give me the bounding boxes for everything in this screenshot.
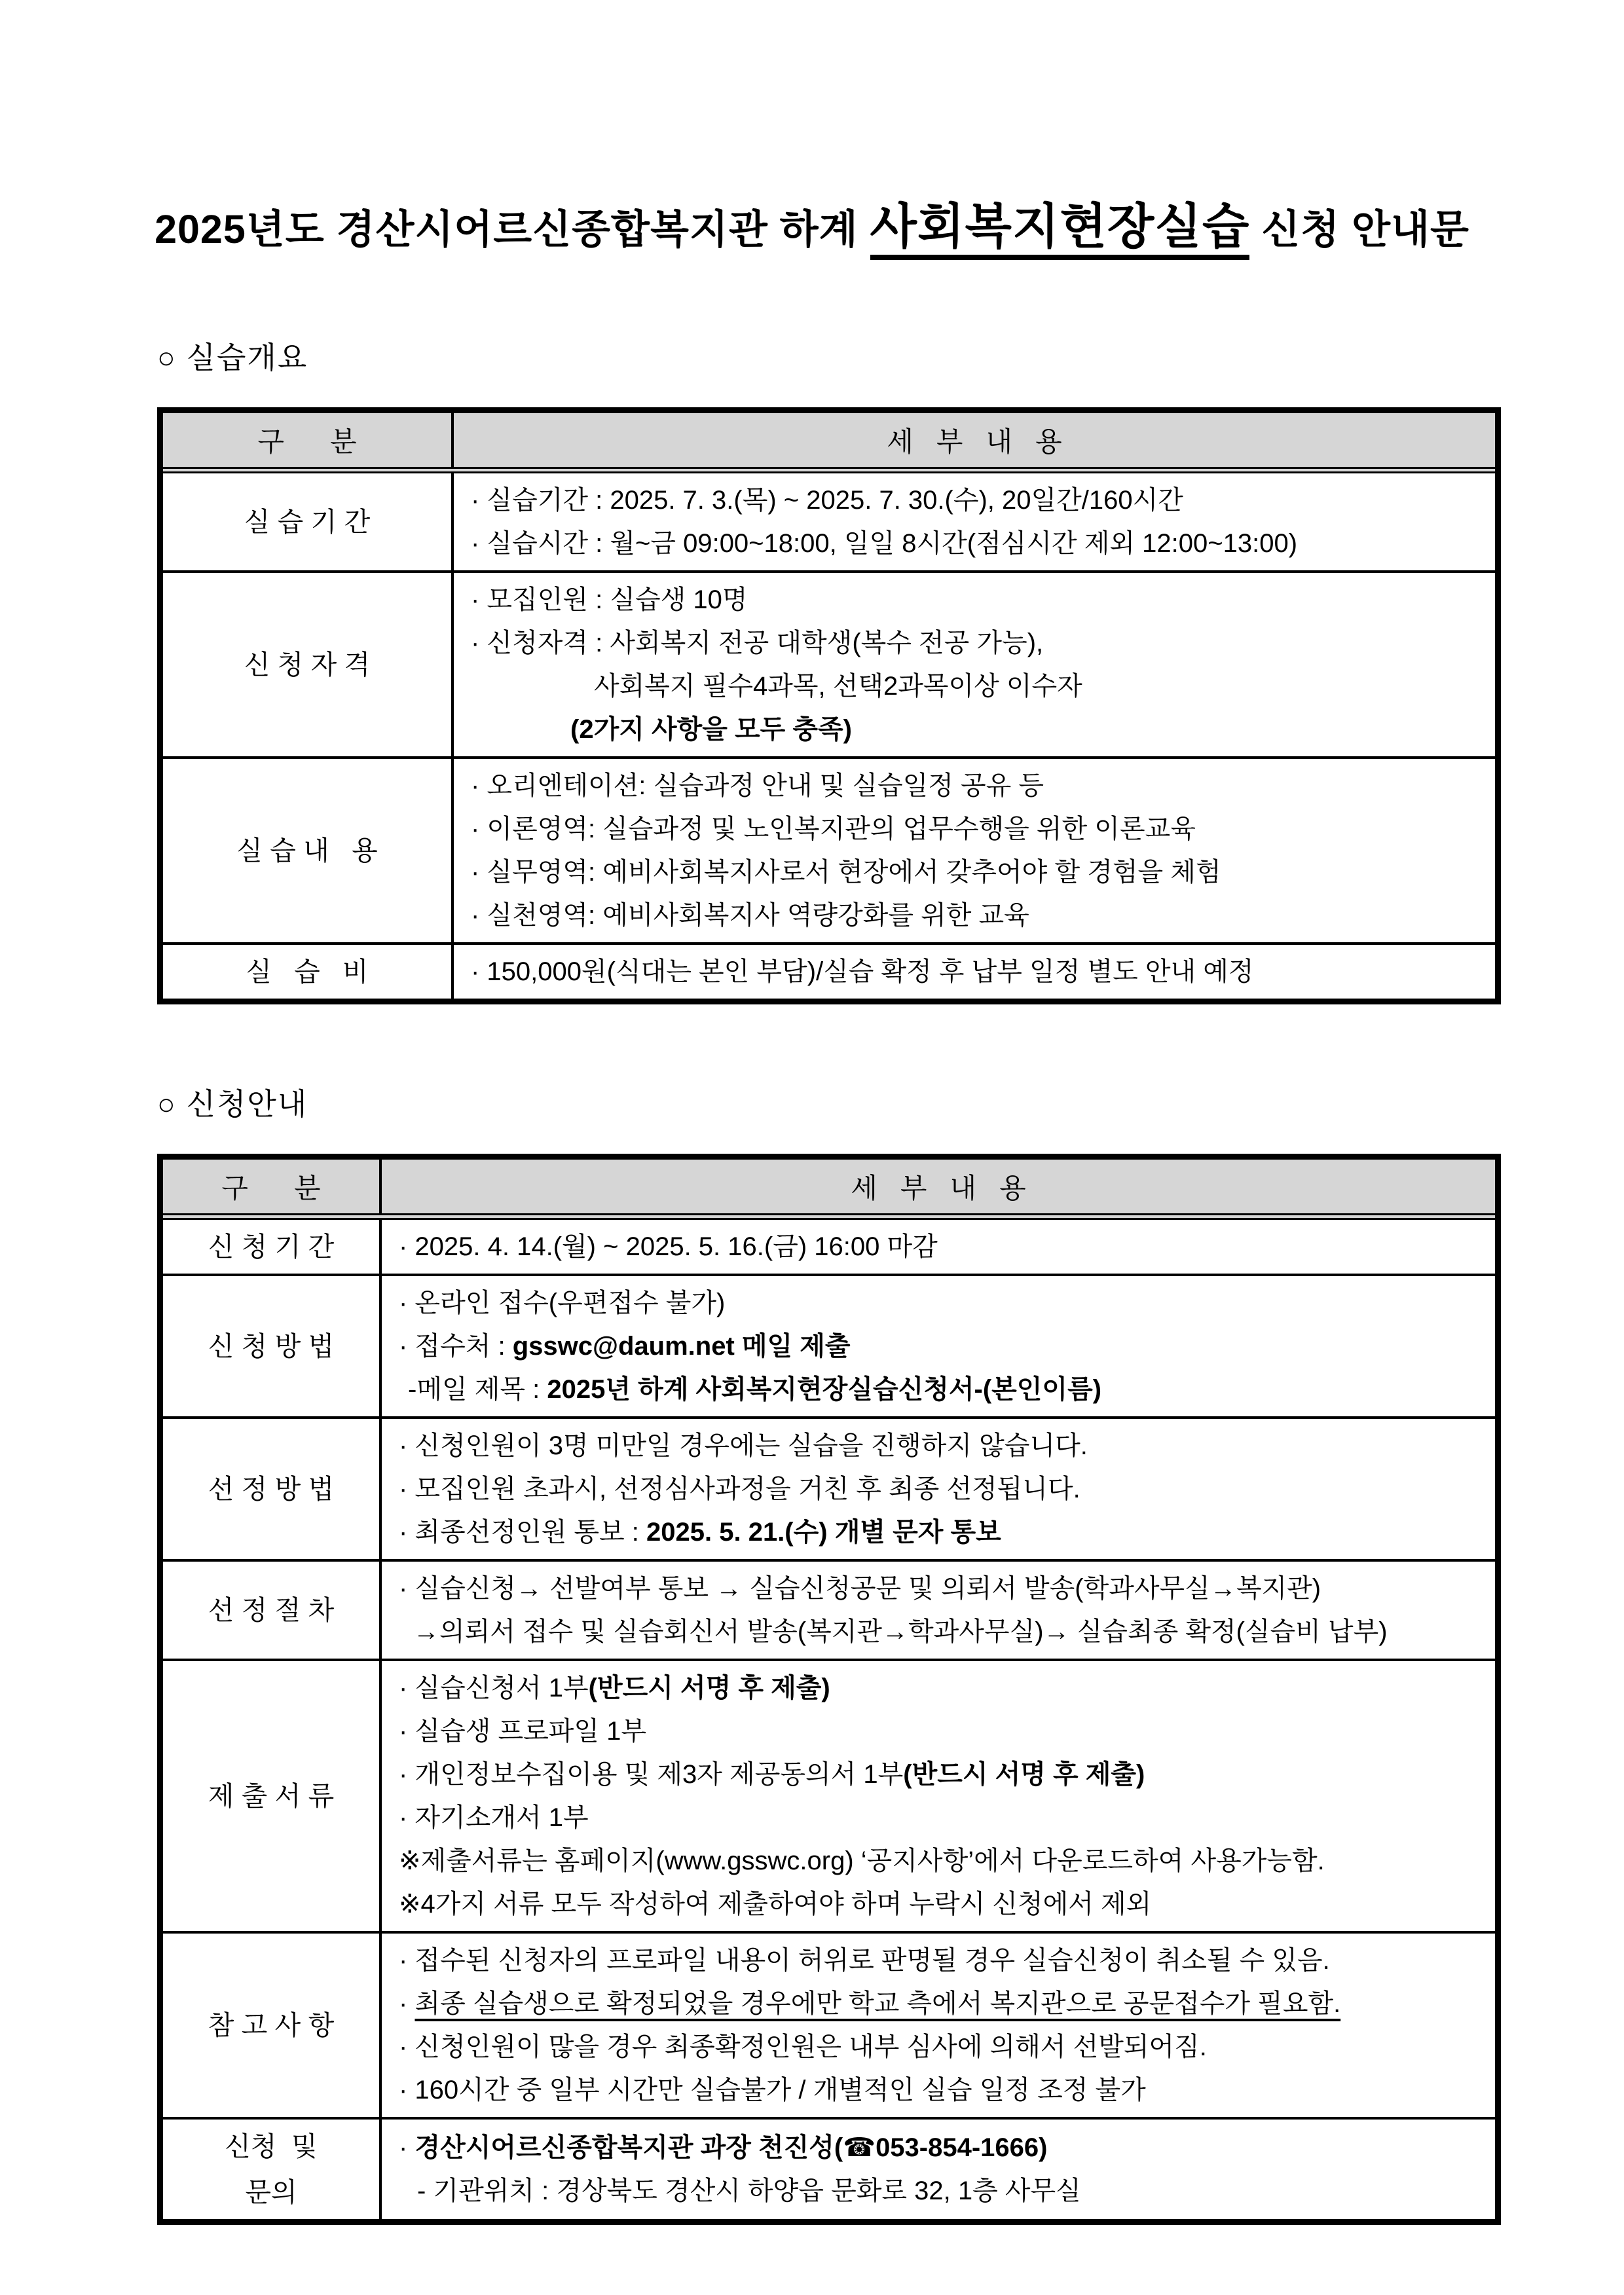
text-run: · 모집인원 : 실습생 10명 — [471, 585, 748, 615]
text-run: -메일 제목 : — [408, 1375, 547, 1405]
text-run: · 신청인원이 3명 미만일 경우에는 실습을 진행하지 않습니다. — [399, 1431, 1088, 1461]
content-line — [471, 578, 1486, 621]
content-line — [399, 2068, 1486, 2112]
content-line — [471, 708, 1486, 751]
content-line — [399, 1467, 1486, 1511]
content-line — [399, 2169, 1486, 2212]
text-run: · 이론영역: 실습과정 및 노인복지관의 업무수행을 위한 이론교육 — [471, 815, 1196, 844]
text-run: 2025년 하계 사회복지현장실습신청서-(본인이름) — [547, 1375, 1102, 1405]
row-label-line: 실 습 내 용 — [236, 835, 378, 866]
content-line — [399, 1796, 1486, 1839]
row-label-line: 신 청 기 간 — [208, 1232, 335, 1262]
row-label — [163, 1276, 382, 1416]
row-label — [163, 1661, 382, 1931]
text-run: · — [399, 1989, 415, 2019]
row-label — [163, 1562, 382, 1659]
row-label-line: 실 습 비 — [246, 957, 369, 987]
header-category: 구 분 — [163, 413, 454, 467]
row-label-line: 참 고 사 항 — [208, 2010, 335, 2041]
text-run: · 자기소개서 1부 — [399, 1803, 589, 1833]
text-run: · 160시간 중 일부 시간만 실습불가 / 개별적인 실습 일정 조정 불가 — [399, 2076, 1146, 2105]
section-heading-application: ○ 신청안내 — [157, 1087, 308, 1122]
content-line — [399, 2025, 1486, 2068]
content-line — [399, 1710, 1486, 1753]
text-run: · 신청인원이 많을 경우 최종확정인원은 내부 심사에 의해서 선발되어짐. — [399, 2032, 1207, 2062]
table-row — [163, 1274, 1495, 1416]
row-label — [163, 473, 454, 570]
row-content — [382, 1661, 1495, 1931]
text-run: · 실습시간 : 월~금 09:00~18:00, 일일 8시간(점심시간 제외 12:00~13:00) — [471, 529, 1298, 559]
row-content — [382, 2120, 1495, 2219]
text-run: (2가지 사항을 모두 충족) — [570, 715, 852, 744]
text-run: · 모집인원 초과시, 선정심사과정을 거친 후 최종 선정됩니다. — [399, 1475, 1080, 1504]
content-line — [399, 1839, 1486, 1882]
row-content — [382, 1276, 1495, 1416]
row-label-line: 신 청 자 격 — [244, 650, 371, 680]
text-run: · 2025. 4. 14.(월) ~ 2025. 5. 16.(금) 16:00 마감 — [399, 1232, 938, 1262]
text-run: · 온라인 접수(우편접수 불가) — [399, 1289, 726, 1318]
content-line — [399, 1325, 1486, 1368]
section-practice-overview — [157, 334, 1501, 1004]
table-row — [163, 1931, 1495, 2117]
text-run: 2025. 5. 21.(수) 개별 문자 통보 — [646, 1518, 1001, 1547]
text-run: · 실무영역: 예비사회복지사로서 현장에서 갖추어야 할 경험을 체험 — [471, 858, 1221, 887]
table-header-row — [163, 413, 1495, 473]
text-run: ※4가지 서류 모두 작성하여 제출하여야 하며 누락시 신청에서 제외 — [399, 1890, 1152, 1919]
row-content — [382, 1220, 1495, 1274]
text-run: 경산시어르신종합복지관 과장 천진성( — [415, 2133, 843, 2163]
content-line — [471, 665, 1486, 708]
row-label — [163, 1220, 382, 1274]
text-run: · 접수처 : — [399, 1332, 513, 1361]
text-run: (반드시 서명 후 제출) — [588, 1674, 830, 1703]
phone-icon: ☎ — [843, 2133, 876, 2163]
row-content — [454, 573, 1495, 756]
content-line — [399, 1666, 1486, 1710]
text-run: · 실습기간 : 2025. 7. 3.(목) ~ 2025. 7. 30.(수), 20일간/160시간 — [471, 486, 1183, 515]
content-line — [471, 851, 1486, 894]
row-label-line: 신청 및 — [225, 2131, 318, 2162]
table-header-row — [163, 1160, 1495, 1220]
text-run: · 실습신청서 1부 — [399, 1674, 589, 1703]
row-content — [454, 759, 1495, 942]
text-run: gsswc@daum.net 메일 제출 — [512, 1332, 851, 1361]
text-run: · 개인정보수집이용 및 제3자 제공동의서 1부 — [399, 1760, 904, 1790]
content-line — [471, 621, 1486, 665]
content-line — [471, 764, 1486, 807]
content-line — [399, 1281, 1486, 1325]
row-content — [382, 1419, 1495, 1559]
table-row — [163, 1559, 1495, 1659]
text-run: 사회복지 필수4과목, 선택2과목이상 이수자 — [594, 672, 1082, 701]
text-run: · 오리엔테이션: 실습과정 안내 및 실습일정 공유 등 — [471, 771, 1044, 801]
row-label — [163, 2120, 382, 2219]
table-row — [163, 756, 1495, 942]
table-row — [163, 2117, 1495, 2219]
row-label-line: 문의 — [245, 2177, 297, 2208]
row-content — [382, 1562, 1495, 1659]
content-line — [399, 1939, 1486, 1982]
content-line — [399, 2126, 1486, 2169]
content-line — [399, 1368, 1486, 1411]
table-row — [163, 1220, 1495, 1274]
table-row — [163, 1659, 1495, 1931]
title-prefix: 2025년도 경산시어르신종합복지관 하계 — [155, 207, 870, 251]
row-label — [163, 573, 454, 756]
text-run: - 기관위치 : 경상북도 경산시 하양읍 문화로 32, 1층 사무실 — [417, 2176, 1081, 2206]
table-row — [163, 1416, 1495, 1559]
title-suffix: 신청 안내문 — [1249, 207, 1469, 251]
header-category: 구 분 — [163, 1160, 382, 1213]
header-details: 세 부 내 용 — [851, 1173, 1026, 1204]
section-application-guide — [157, 1080, 1501, 2225]
text-run: · 실천영역: 예비사회복지사 역량강화를 위한 교육 — [471, 901, 1029, 930]
title-emphasized: 사회복지현장실습 — [870, 199, 1250, 260]
content-line — [399, 1567, 1486, 1610]
text-run: ※제출서류는 홈페이지(www.gsswc.org) ‘공지사항’에서 다운로드하여 사용가능함. — [399, 1846, 1325, 1876]
row-label-line: 제 출 서 류 — [208, 1781, 335, 1812]
row-label-line: 신 청 방 법 — [208, 1331, 335, 1362]
header-details: 세 부 내 용 — [887, 426, 1062, 458]
content-line — [399, 1753, 1486, 1796]
text-run: 최종 실습생으로 확정되었을 경우에만 학교 측에서 복지관으로 공문접수가 필요함. — [415, 1989, 1341, 2019]
content-line — [399, 1610, 1486, 1653]
content-line — [471, 479, 1486, 522]
row-label-line: 실 습 기 간 — [244, 507, 371, 538]
table-row — [163, 942, 1495, 999]
row-label-line: 선 정 방 법 — [208, 1474, 335, 1505]
row-content — [382, 1934, 1495, 2117]
row-content — [454, 945, 1495, 999]
content-line — [399, 1424, 1486, 1467]
row-label — [163, 1419, 382, 1559]
content-line — [399, 1225, 1486, 1268]
text-run: · 접수된 신청자의 프로파일 내용이 허위로 판명될 경우 실습신청이 취소될 수 있음. — [399, 1946, 1330, 1975]
row-label — [163, 759, 454, 942]
content-line — [471, 894, 1486, 937]
text-run: (반드시 서명 후 제출) — [903, 1760, 1145, 1790]
text-run: · 신청자격 : 사회복지 전공 대학생(복수 전공 가능), — [471, 629, 1044, 658]
row-label-line: 선 정 절 차 — [208, 1595, 335, 1626]
row-label — [163, 1934, 382, 2117]
page-title — [79, 195, 1545, 258]
content-line — [399, 1511, 1486, 1554]
text-run: 053-854-1666) — [876, 2133, 1048, 2163]
document-content — [157, 334, 1501, 2225]
text-run: · 최종선정인원 통보 : — [399, 1518, 647, 1547]
text-run: →의뢰서 접수 및 실습회신서 발송(복지관→학과사무실)→ 실습최종 확정(실습비 납부) — [413, 1617, 1388, 1647]
table-row — [163, 473, 1495, 570]
content-line — [471, 522, 1486, 565]
row-label — [163, 945, 454, 999]
text-run: · — [399, 2133, 415, 2163]
text-run: · 실습신청→ 선발여부 통보 → 실습신청공문 및 의뢰서 발송(학과사무실→복지관) — [399, 1574, 1321, 1604]
text-run: · 실습생 프로파일 1부 — [399, 1717, 647, 1746]
row-content — [454, 473, 1495, 570]
practice-overview-table — [157, 407, 1501, 1004]
content-line — [399, 1882, 1486, 1926]
section-heading-overview: ○ 실습개요 — [157, 340, 308, 375]
content-line — [471, 950, 1486, 993]
table-row — [163, 570, 1495, 756]
content-line — [471, 807, 1486, 851]
content-line — [399, 1982, 1486, 2025]
application-guide-table — [157, 1154, 1501, 2225]
text-run: · 150,000원(식대는 본인 부담)/실습 확정 후 납부 일정 별도 안내 예정 — [471, 957, 1254, 987]
